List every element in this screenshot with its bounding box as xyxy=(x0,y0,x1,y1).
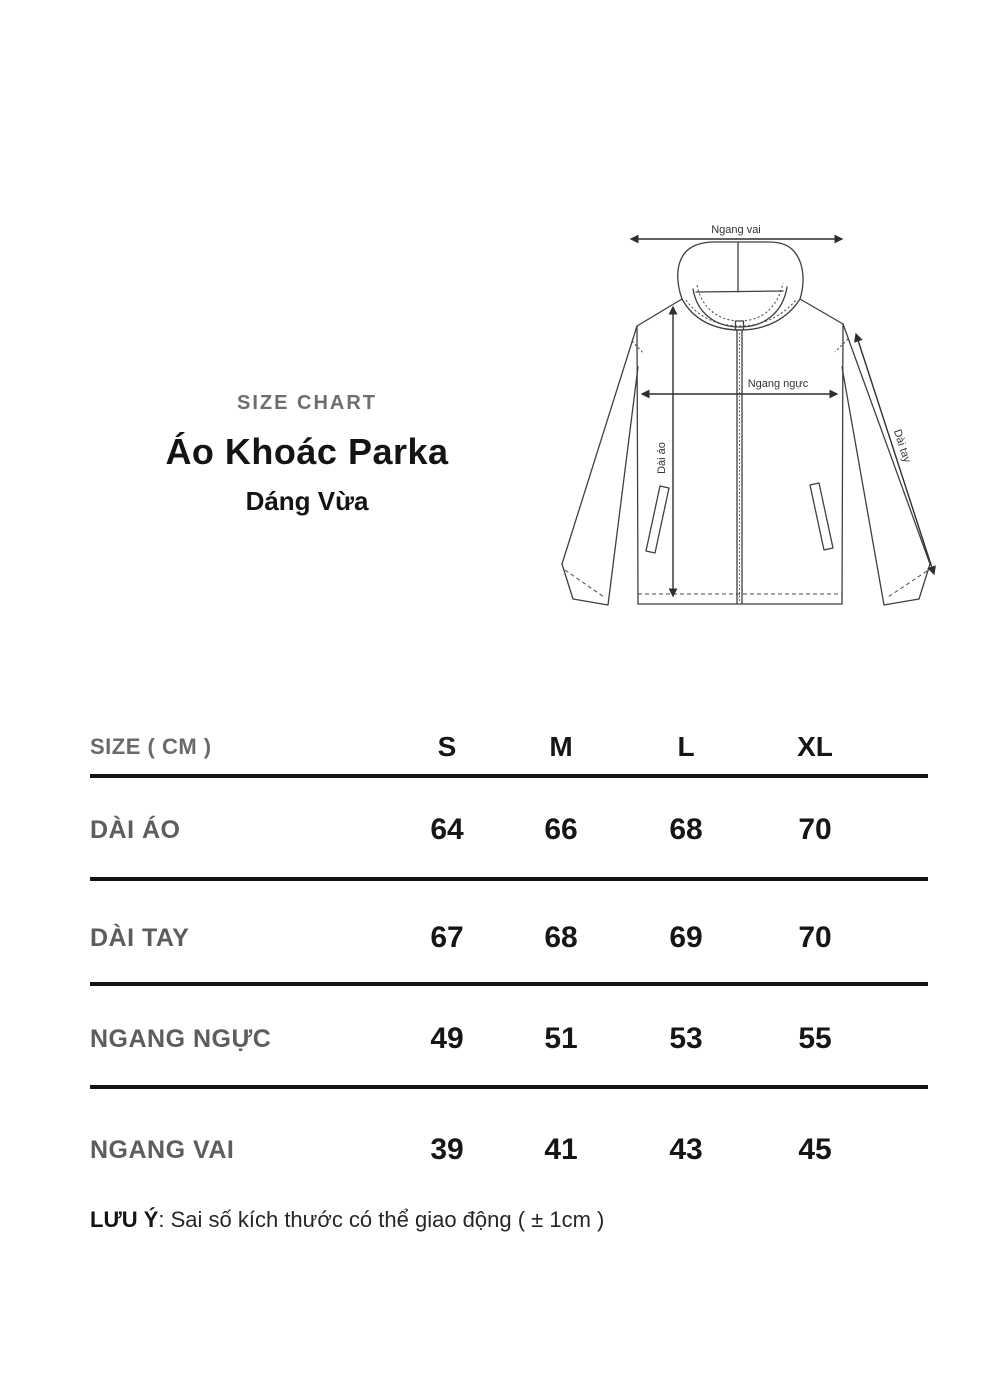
tolerance-note xyxy=(90,1207,604,1233)
page-subtitle: Dáng Vừa xyxy=(245,486,369,516)
col-header-s: S xyxy=(437,731,457,762)
cell-value: 68 xyxy=(669,813,703,846)
row-label-ngang-nguc: NGANG NGỰC xyxy=(90,1025,272,1053)
measurement-labels xyxy=(656,224,913,474)
cell-value: 70 xyxy=(798,921,832,954)
cell-value: 69 xyxy=(669,921,703,954)
table-divider xyxy=(90,1085,928,1089)
table-divider xyxy=(90,982,928,986)
table-divider xyxy=(90,774,928,778)
cell-value: 51 xyxy=(544,1022,578,1055)
jacket-svg xyxy=(545,215,945,645)
cell-value: 67 xyxy=(430,921,464,954)
note-prefix: LƯU Ý xyxy=(90,1207,159,1232)
zipper xyxy=(736,321,744,604)
table-row xyxy=(90,917,928,959)
col-header-l: L xyxy=(677,731,695,762)
row-label-dai-tay: DÀI TAY xyxy=(90,924,190,952)
measurement-arrows xyxy=(631,239,934,596)
col-header-m: M xyxy=(549,731,573,762)
page-title: Áo Khoác Parka xyxy=(165,431,449,472)
label-ngang-vai: Ngang vai xyxy=(711,224,761,236)
label-dai-ao: Dài áo xyxy=(656,442,668,474)
cell-value: 70 xyxy=(798,813,832,846)
table-row xyxy=(90,1129,928,1171)
left-sleeve xyxy=(562,326,638,605)
table-divider xyxy=(90,877,928,881)
cell-value: 64 xyxy=(430,813,464,846)
cell-value: 55 xyxy=(798,1022,832,1055)
table-row xyxy=(90,1018,928,1060)
label-dai-tay: Dài tay xyxy=(890,427,913,465)
cell-value: 49 xyxy=(430,1022,464,1055)
hood-outline xyxy=(678,242,803,330)
note-text: : Sai số kích thước có thể giao động ( ± 1cm ) xyxy=(158,1207,605,1232)
jacket-diagram xyxy=(545,215,945,645)
cell-value: 45 xyxy=(798,1133,832,1166)
cell-value: 43 xyxy=(669,1133,703,1166)
eyebrow-size-chart: SIZE CHART xyxy=(237,392,377,414)
cell-value: 39 xyxy=(430,1133,464,1166)
right-sleeve xyxy=(842,324,930,605)
row-label-dai-ao: DÀI ÁO xyxy=(90,816,181,844)
sleeve-length-arrow xyxy=(856,334,934,574)
label-ngang-nguc: Ngang ngực xyxy=(747,378,809,390)
table-row xyxy=(90,809,928,851)
size-unit-label: SIZE ( CM ) xyxy=(90,734,212,759)
cell-value: 68 xyxy=(544,921,578,954)
row-label-ngang-vai: NGANG VAI xyxy=(90,1136,235,1164)
table-header-row xyxy=(90,726,928,768)
cell-value: 66 xyxy=(544,813,578,846)
col-header-xl: XL xyxy=(797,731,833,762)
cell-value: 41 xyxy=(544,1133,578,1166)
cell-value: 53 xyxy=(669,1022,703,1055)
title-block xyxy=(60,392,554,517)
